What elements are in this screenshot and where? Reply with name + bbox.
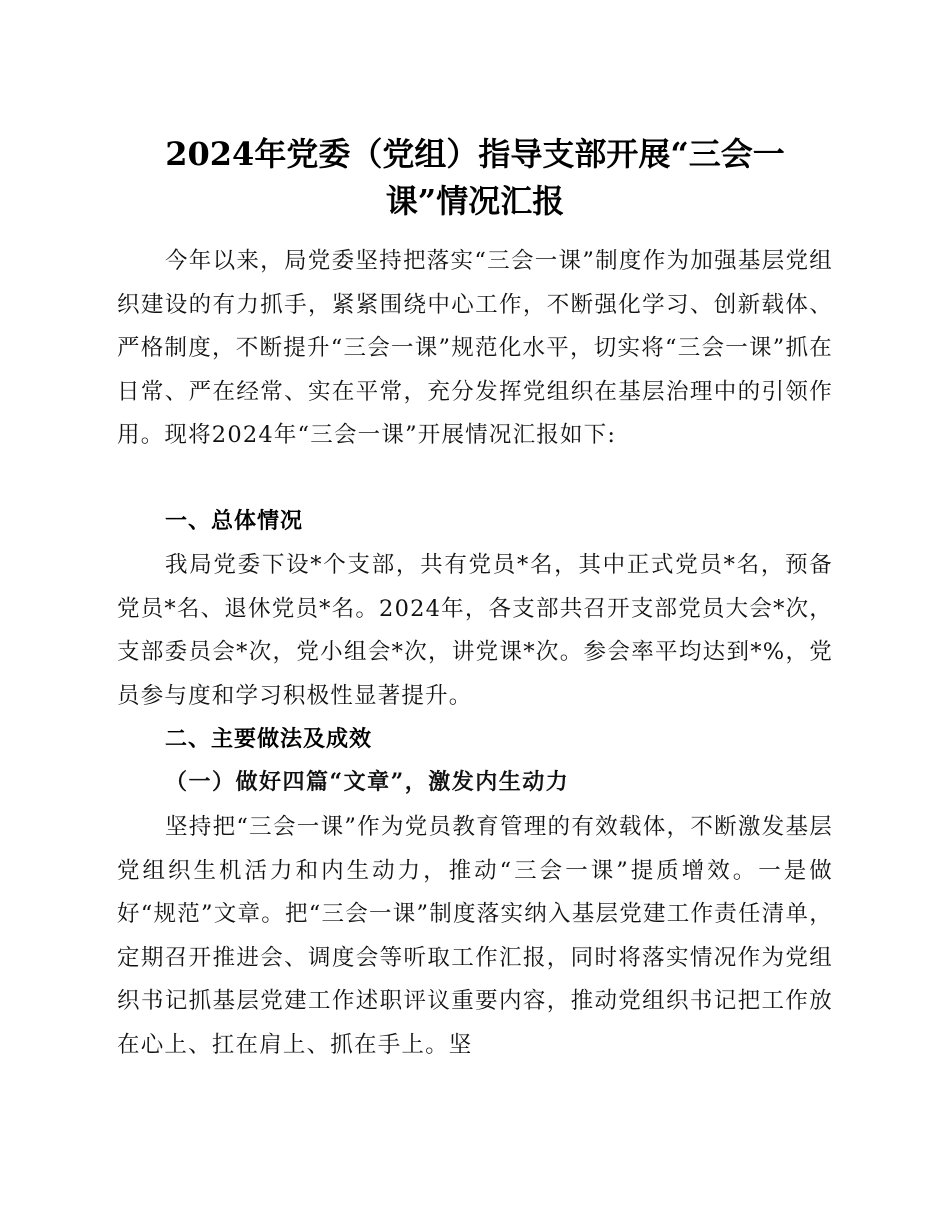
document-title — [0, 131, 950, 225]
section-2-heading: 二、主要做法及成效 — [165, 727, 373, 752]
title-line-2: 课”情况汇报 — [385, 182, 565, 220]
section-1-heading: 一、总体情况 — [165, 509, 304, 534]
intro-paragraph: 今年以来，局党委坚持把落实“三会一课”制度作为加强基层党组织建设的有力抓手，紧紧围绕中心工作，不断强化学习、创新载体、严格制度，不断提升“三会一课”规范化水平，切实将“三会一课”抓在日常、严在经常、实在平常，充分发挥党组织在基层治理中的引领作用。现将2024年“三会一课”开展情况汇报如下: — [117, 248, 833, 448]
title-line-1: 2024年党委（党组）指导支部开展“三会一 — [165, 135, 785, 173]
subsection-1-heading: （一）做好四篇“文章”，激发内生动力 — [165, 769, 570, 795]
section-1-paragraph: 我局党委下设*个支部，共有党员*名，其中正式党员*名，预备党员*名、退休党员*名。2024年，各支部共召开支部党员大会*次，支部委员会*次，党小组会*次，讲党课*次。参会率平均达到*%，党员参与度和学习积极性显著提升。 — [117, 552, 833, 709]
subsection-1-paragraph: 坚持把“三会一课”作为党员教育管理的有效载体，不断激发基层党组织生机活力和内生动力，推动“三会一课”提质增效。一是做好“规范”文章。把“三会一课”制度落实纳入基层党建工作责任清单，定期召开推进会、调度会等听取工作汇报，同时将落实情况作为党组织书记抓基层党建工作述职评议重要内容，推动党组织书记把工作放在心上、扛在肩上、抓在手上。坚 — [117, 814, 833, 1058]
